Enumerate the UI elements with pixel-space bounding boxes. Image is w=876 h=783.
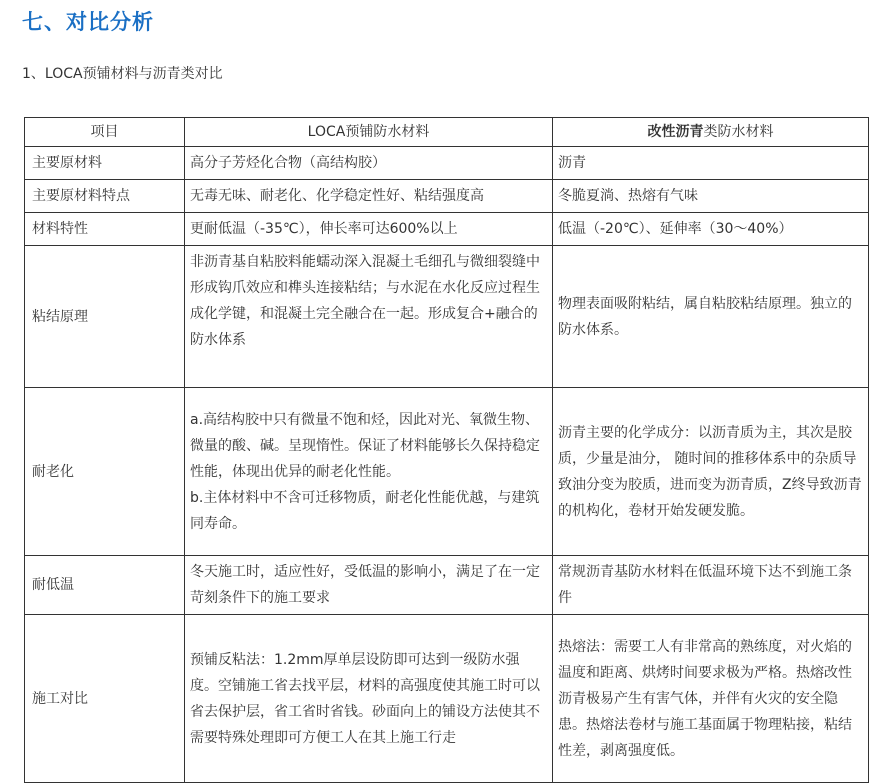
header-asphalt (553, 118, 869, 147)
loca-cell (185, 556, 553, 615)
asphalt-cell (553, 213, 869, 246)
header-loca: LOCA预铺防水材料 (185, 118, 553, 147)
header-asphalt-bold: 改性沥青 (647, 124, 704, 140)
row-label: 主要原材料 (25, 147, 185, 180)
loca-cell (185, 246, 553, 388)
cell-text: 低温（-20℃）、延伸率（30～40%） (558, 221, 793, 237)
row-label: 粘结原理 (25, 246, 185, 388)
row-label: 耐老化 (25, 388, 185, 556)
table-row (25, 180, 869, 213)
loca-cell (185, 615, 553, 783)
table-row (25, 246, 869, 388)
cell-text: 沥青 (558, 155, 586, 171)
header-asphalt-rest: 类防水材料 (703, 124, 774, 140)
row-label: 施工对比 (25, 615, 185, 783)
section-title: 七、对比分析 (22, 10, 154, 34)
cell-text: 沥青主要的化学成分：以沥青质为主，其次是胶质，少量是油分， 随时间的推移体系中的杂质导致油分变为胶质，进而变为沥青质，Z终导致沥青的机构化，卷材开始发硬发脆。 (558, 424, 862, 519)
row-label: 耐低温 (25, 556, 185, 615)
cell-text: 非沥青基自粘胶料能蠕动深入混凝土毛细孔与微细裂缝中形成钩爪效应和榫头连接粘结；与水泥在水化反应过程生成化学键，和混凝土完全融合在一起。形成复合+融合的防水体系 (190, 254, 540, 348)
cell-text: a.高结构胶中只有微量不饱和烃，因此对光、氧微生物、微量的酸、碱。呈现惰性。保证了材料能够长久保持稳定性能，体现出优异的耐老化性能。 (190, 411, 540, 480)
asphalt-cell (553, 615, 869, 783)
header-item: 项目 (25, 118, 185, 147)
table-row (25, 388, 869, 556)
cell-text: b.主体材料中不含可迁移物质，耐老化性能优越，与建筑同寿命。 (190, 489, 540, 532)
cell-text: 更耐低温（-35℃），伸长率可达600%以上 (190, 221, 458, 237)
asphalt-cell (553, 556, 869, 615)
asphalt-cell (553, 180, 869, 213)
loca-cell (185, 147, 553, 180)
cell-text: 无毒无味、耐老化、化学稳定性好、粘结强度高 (190, 188, 484, 204)
cell-text: 高分子芳烃化合物（高结构胶） (190, 155, 386, 171)
asphalt-cell (553, 246, 869, 388)
asphalt-cell (553, 147, 869, 180)
table-row (25, 147, 869, 180)
row-label: 主要原材料特点 (25, 180, 185, 213)
subtitle: 1、LOCA预铺材料与沥青类对比 (22, 66, 223, 82)
cell-text: 常规沥青基防水材料在低温环境下达不到施工条件 (558, 564, 852, 606)
row-label: 材料特性 (25, 213, 185, 246)
loca-cell (185, 213, 553, 246)
loca-cell (185, 388, 553, 556)
table-row (25, 615, 869, 783)
cell-text: 预铺反粘法：1.2mm厚单层设防即可达到一级防水强度。空铺施工省去找平层，材料的高强度使其施工时可以省去保护层，省工省时省钱。砂面向上的铺设方法使其不需要特殊处理即可方便工人在其上施工行走 (190, 651, 540, 746)
asphalt-cell (553, 388, 869, 556)
cell-text: 冬天施工时，适应性好，受低温的影响小，满足了在一定苛刻条件下的施工要求 (190, 564, 540, 606)
loca-cell (185, 180, 553, 213)
cell-text: 物理表面吸附粘结，属自粘胶粘结原理。独立的防水体系。 (558, 295, 852, 338)
table-header-row (25, 118, 869, 147)
comparison-table (24, 117, 869, 783)
cell-text: 冬脆夏淌、热熔有气味 (558, 188, 698, 204)
table-row (25, 556, 869, 615)
table-row (25, 213, 869, 246)
cell-text: 热熔法：需要工人有非常高的熟练度，对火焰的温度和距离、烘烤时间要求极为严格。热熔改性沥青极易产生有害气体，并伴有火灾的安全隐患。热熔法卷材与施工基面属于物理粘接，粘结性差，剥离强度低。 (558, 638, 852, 759)
